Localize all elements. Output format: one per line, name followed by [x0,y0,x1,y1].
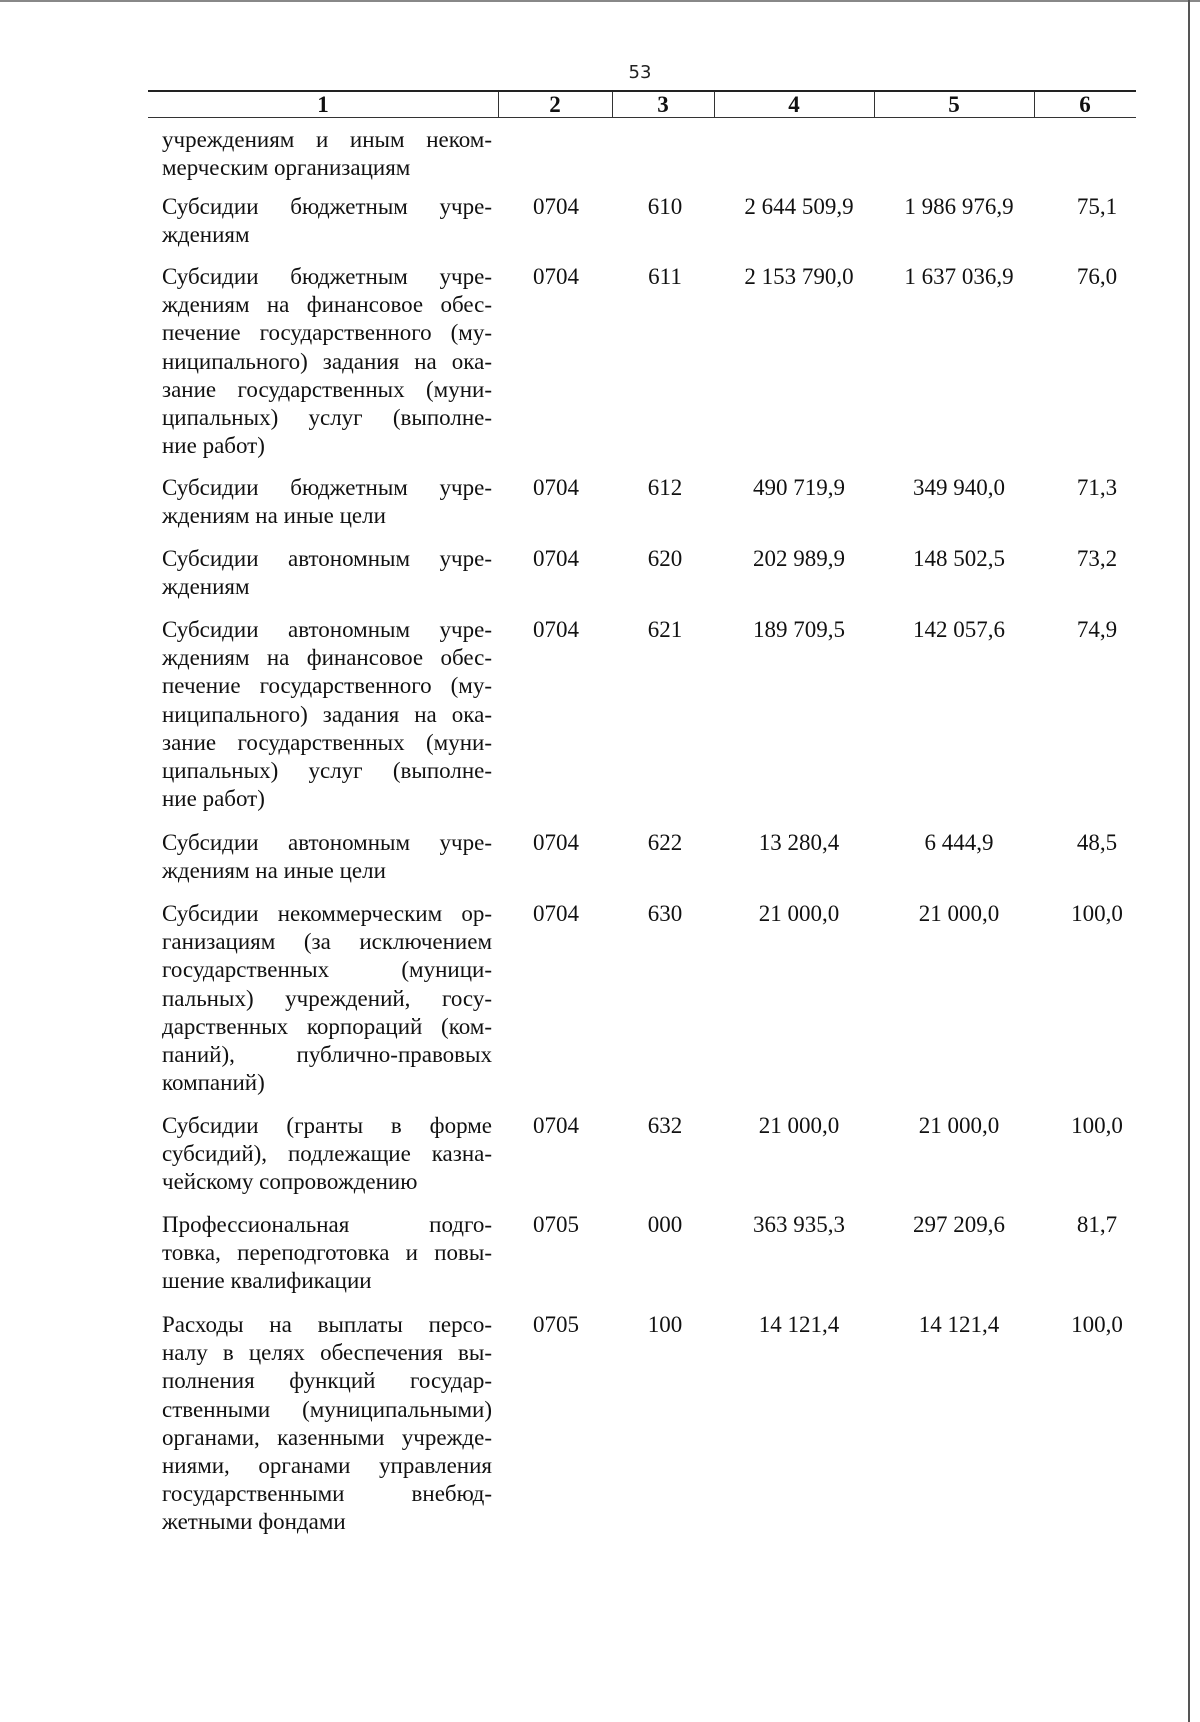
execution-percent: 100,0 [1071,901,1123,926]
row-description: Субсидии бюджетным учре- ждениям [162,194,492,248]
actual-amount: 148 502,5 [913,546,1005,571]
planned-amount: 189 709,5 [753,617,845,642]
planned-amount: 21 000,0 [758,1113,840,1138]
execution-percent: 76,0 [1076,264,1118,289]
section-code: 0704 [533,264,579,289]
column-header-6: 6 [1079,92,1091,117]
actual-amount: 14 121,4 [918,1312,1000,1337]
expense-type-code: 611 [648,264,682,289]
actual-amount: 349 940,0 [913,475,1005,500]
execution-percent: 73,2 [1076,546,1118,571]
actual-amount: 142 057,6 [913,617,1005,642]
expense-type-code: 630 [647,901,683,926]
row-description: Субсидии автономным учре- ждениям на финансовое обес- печение государственного (му- ниципального) задания на ока- зание государственных (муни- ципальных) услуг (выполне- ние работ) [162,617,492,812]
planned-amount: 14 121,4 [758,1312,840,1337]
expense-type-code: 612 [647,475,683,500]
expense-type-code: 632 [647,1113,683,1138]
expense-type-code: 620 [647,546,683,571]
column-header-1: 1 [317,92,329,117]
page-right-edge [1188,0,1190,1722]
expense-type-code: 610 [647,194,683,219]
section-code: 0704 [533,1113,579,1138]
planned-amount: 21 000,0 [758,901,840,926]
execution-percent: 100,0 [1071,1113,1123,1138]
row-description: Субсидии бюджетным учре- ждениям на иные цели [162,475,492,529]
table-header-bottom-rule [148,117,1136,118]
section-code: 0704 [533,194,579,219]
execution-percent: 100,0 [1071,1312,1123,1337]
planned-amount: 13 280,4 [758,830,840,855]
section-code: 0704 [533,475,579,500]
row-description: Профессиональная подго- товка, переподготовка и повы- шение квалификации [162,1212,492,1294]
expense-type-code: 000 [647,1212,683,1237]
row-description: Субсидии автономным учре- ждениям [162,546,492,600]
page-number: 53 [628,62,652,83]
actual-amount: 6 444,9 [924,830,994,855]
expense-type-code: 621 [647,617,683,642]
section-code: 0704 [533,617,579,642]
planned-amount: 2 153 790,0 [744,264,854,289]
expense-type-code: 100 [647,1312,683,1337]
section-code: 0705 [533,1212,579,1237]
row-description: Субсидии автономным учре- ждениям на иные цели [162,830,492,884]
planned-amount: 202 989,9 [753,546,845,571]
planned-amount: 490 719,9 [753,475,845,500]
execution-percent: 81,7 [1076,1212,1118,1237]
row-description: Субсидии (гранты в форме субсидий), подлежащие казна- чейскому сопровождению [162,1113,492,1195]
execution-percent: 74,9 [1076,617,1118,642]
column-header-3: 3 [657,92,669,117]
row-description: учреждениям и иным неком- мерческим организациям [162,127,492,181]
planned-amount: 363 935,3 [753,1212,845,1237]
section-code: 0704 [533,546,579,571]
row-description: Субсидии бюджетным учре- ждениям на финансовое обес- печение государственного (му- ниципального) задания на ока- зание государственных (муни- ципальных) услуг (выполне- ние работ) [162,264,492,459]
execution-percent: 75,1 [1076,194,1118,219]
actual-amount: 297 209,6 [913,1212,1005,1237]
planned-amount: 2 644 509,9 [744,194,854,219]
actual-amount: 1 637 036,9 [904,264,1014,289]
row-description: Расходы на выплаты персо- налу в целях обеспечения вы- полнения функций государ- ственными (муниципальными) органами, казенными учрежде- ниями, органами управления государственными внебюд- жетными фондами [162,1312,492,1535]
section-code: 0704 [533,830,579,855]
section-code: 0704 [533,901,579,926]
page-top-edge [0,0,1200,2]
actual-amount: 21 000,0 [918,1113,1000,1138]
row-description: Субсидии некоммерческим ор- ганизациям (за исключением государственных (муници- пальных) учреждений, госу- дарственных корпораций (ком- паний), публично-правовых компаний) [162,901,492,1096]
execution-percent: 71,3 [1076,475,1118,500]
expense-type-code: 622 [647,830,683,855]
execution-percent: 48,5 [1076,830,1118,855]
column-header-4: 4 [788,92,800,117]
section-code: 0705 [533,1312,579,1337]
column-header-2: 2 [549,92,561,117]
actual-amount: 21 000,0 [918,901,1000,926]
actual-amount: 1 986 976,9 [904,194,1014,219]
column-header-5: 5 [948,92,960,117]
